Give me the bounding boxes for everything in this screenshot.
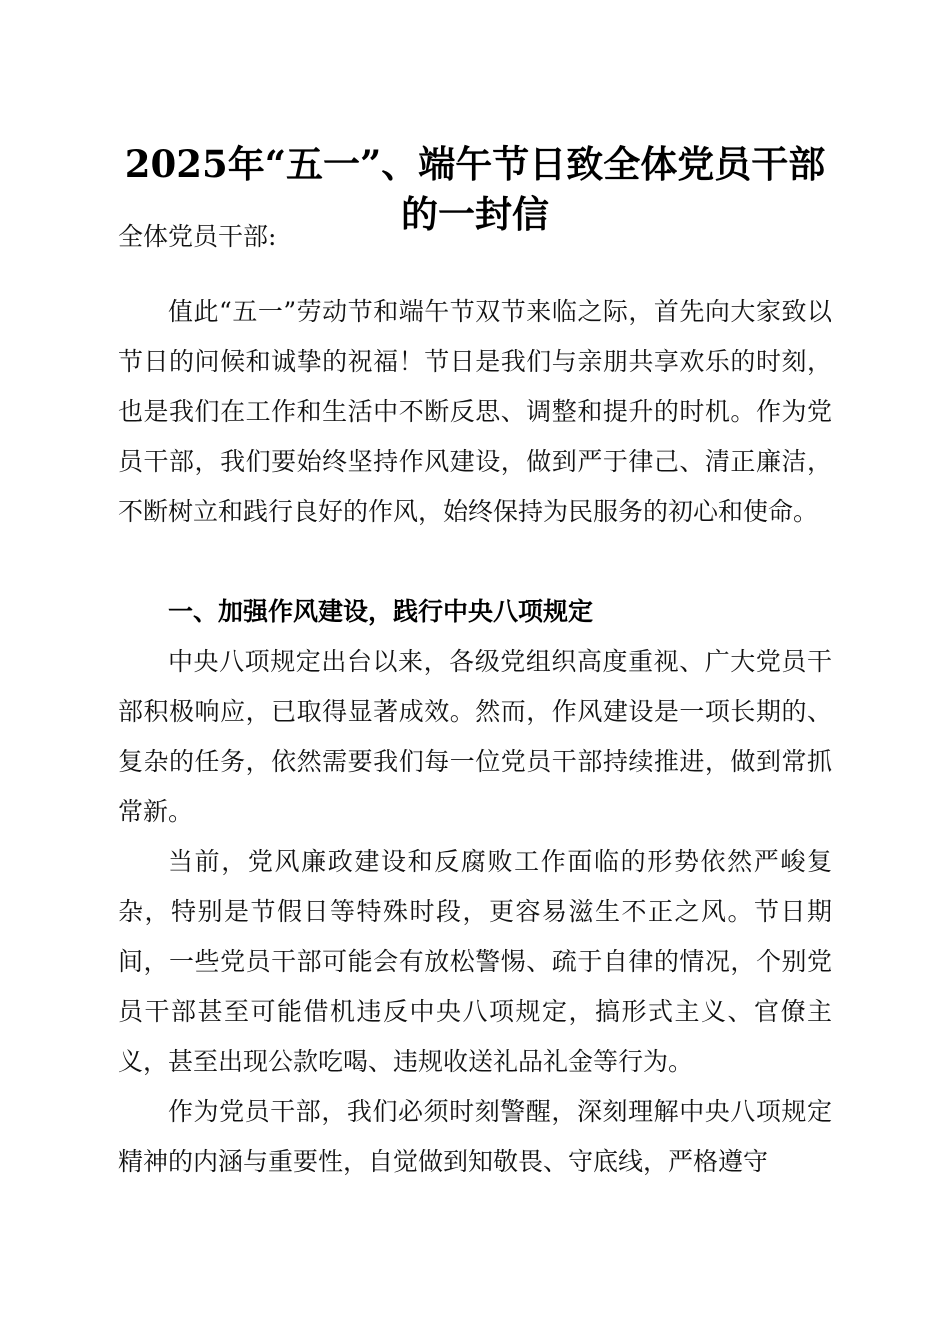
paragraph-intro: 值此“五一”劳动节和端午节双节来临之际，首先向大家致以节日的问候和诚挚的祝福！节日是我们与亲朋共享欢乐的时刻，也是我们在工作和生活中不断反思、调整和提升的时机。作为党员干部，我们要始终坚持作风建设，做到严于律己、清正廉洁，不断树立和践行良好的作风，始终保持为民服务的初心和使命。 bbox=[118, 297, 832, 526]
section-heading: 一、加强作风建设，践行中央八项规定 bbox=[168, 597, 594, 626]
paragraph: 作为党员干部，我们必须时刻警醒，深刻理解中央八项规定精神的内涵与重要性，自觉做到知敬畏、守底线，严格遵守 bbox=[118, 1097, 832, 1176]
paragraph: 中央八项规定出台以来，各级党组织高度重视、广大党员干部积极响应，已取得显著成效。然而，作风建设是一项长期的、复杂的任务，依然需要我们每一位党员干部持续推进，做到常抓常新。 bbox=[118, 647, 832, 826]
document-title-line-1: 2025年“五一”、端午节日致全体党员干部 bbox=[124, 142, 826, 186]
paragraph: 当前，党风廉政建设和反腐败工作面临的形势依然严峻复杂，特别是节假日等特殊时段，更容易滋生不正之风。节日期间，一些党员干部可能会有放松警惕、疏于自律的情况，个别党员干部甚至可能借机违反中央八项规定，搞形式主义、官僚主义，甚至出现公款吃喝、违规收送礼品礼金等行为。 bbox=[118, 847, 832, 1076]
salutation: 全体党员干部: bbox=[118, 222, 277, 251]
document-title-line-2: 的一封信 bbox=[401, 192, 549, 236]
